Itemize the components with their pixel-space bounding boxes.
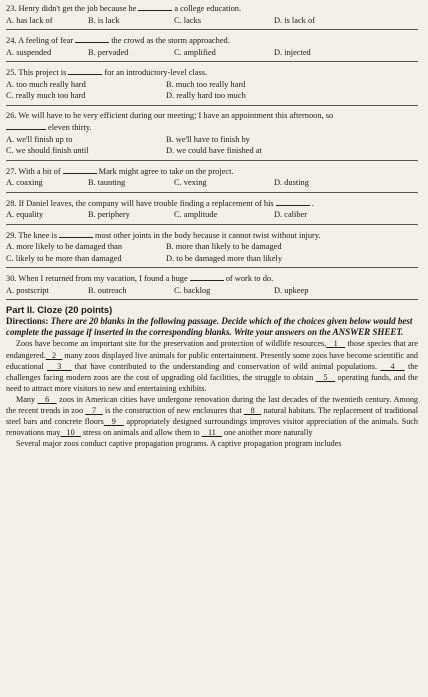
question-stem — [6, 66, 418, 79]
question-23 — [6, 2, 418, 26]
answer-blank — [68, 66, 102, 75]
stem-text: 30. When I returned from my vacation, I found a huge — [6, 274, 188, 283]
stem-text: the crowd as the storm approached. — [111, 36, 230, 45]
passage-text: that have contributed to the understanding and conservation of wild animal populations. — [71, 361, 381, 371]
question-divider — [6, 299, 418, 300]
stem-text: a college education. — [174, 4, 242, 13]
option-a[interactable]: A. postscript — [6, 285, 49, 295]
cloze-blank-10: 10 — [66, 428, 75, 438]
passage-text: those species that are endangered. — [6, 339, 419, 360]
question-list — [6, 2, 418, 300]
cloze-passage — [6, 338, 418, 449]
answer-blank — [276, 197, 310, 206]
option-a[interactable]: A. too much really hard — [6, 79, 86, 89]
option-a[interactable]: A. has lack of — [6, 15, 53, 25]
question-divider — [6, 224, 418, 225]
cloze-blank-7: 7 — [92, 405, 97, 415]
question-30 — [6, 272, 418, 296]
option-a[interactable]: A. suspended — [6, 47, 52, 57]
passage-paragraph — [6, 394, 418, 438]
question-stem — [6, 110, 418, 122]
option-row — [6, 145, 418, 157]
answer-blank — [59, 229, 93, 238]
question-divider — [6, 267, 418, 268]
option-c[interactable]: C. really much too hard — [6, 91, 86, 100]
passage-text: the challenges facing modern zoos are the cost of upgrading old facilities, the struggle to obtain — [6, 361, 418, 382]
question-divider — [6, 160, 418, 161]
option-row — [6, 285, 418, 297]
question-stem — [6, 272, 418, 285]
option-row — [6, 15, 418, 27]
option-a[interactable]: A. coaxing — [6, 178, 43, 187]
cloze-blank-3: 3 — [57, 361, 62, 371]
question-divider — [6, 29, 418, 30]
cloze-blank-9: 9 — [111, 417, 116, 427]
cloze-blank-4: 4 — [390, 361, 395, 371]
option-d[interactable]: D. dusting — [274, 178, 309, 187]
option-c[interactable]: C. we should finish until — [6, 146, 89, 155]
option-b[interactable]: B. we'll have to finish by — [166, 134, 250, 144]
option-b[interactable]: B. taunting — [88, 178, 126, 187]
option-a[interactable]: A. we'll finish up to — [6, 134, 73, 144]
option-c[interactable]: C. lacks — [174, 15, 201, 25]
cloze-blank-1: 1 — [333, 339, 338, 349]
passage-text: stress on animals and allow them to — [80, 428, 202, 438]
option-b[interactable]: B. is lack — [88, 15, 120, 25]
option-row — [6, 253, 418, 265]
directions-label: Directions: — [6, 316, 49, 326]
stem-text: 24. A feeling of fear — [6, 36, 74, 45]
option-b[interactable]: B. outreach — [88, 285, 127, 295]
directions — [6, 316, 418, 338]
answer-blank — [63, 165, 97, 174]
question-25 — [6, 66, 418, 102]
option-row — [6, 134, 418, 146]
option-row — [6, 177, 418, 189]
option-b[interactable]: B. much too really hard — [166, 79, 246, 89]
option-c[interactable]: C. backlog — [174, 285, 211, 295]
option-b[interactable]: B. more than likely to be damaged — [166, 242, 282, 251]
option-d[interactable]: D. injected — [274, 47, 311, 57]
option-c[interactable]: C. amplified — [174, 47, 216, 57]
passage-text: is the construction of new enclosures that — [102, 405, 244, 415]
passage-paragraph: Several major zoos conduct captive propagation programs. A captive propagation program includes — [16, 439, 342, 449]
cloze-blank-5: 5 — [323, 372, 328, 382]
cloze-blank-8: 8 — [250, 405, 255, 415]
question-stem — [6, 34, 418, 47]
question-stem — [6, 197, 418, 210]
option-c[interactable]: C. vexing — [174, 178, 207, 187]
stem-text: of work to do. — [225, 274, 274, 283]
question-28 — [6, 197, 418, 221]
option-d[interactable]: D. is lack of — [274, 15, 315, 25]
option-d[interactable]: D. upkeep — [274, 285, 309, 295]
option-row — [6, 241, 418, 253]
question-stem — [6, 165, 418, 178]
answer-blank — [138, 2, 172, 11]
question-stem — [6, 229, 418, 242]
cloze-blank-2: 2 — [51, 350, 57, 360]
option-row — [6, 47, 418, 59]
option-d[interactable]: D. caliber — [274, 210, 308, 219]
question-stem — [6, 2, 418, 15]
stem-text: 27. With a bit of — [6, 166, 61, 176]
option-c[interactable]: C. likely to be more than damaged — [6, 253, 122, 263]
passage-text: operating funds, and the need to attract more visitors to new and entertaining exhibits. — [6, 372, 419, 393]
question-divider — [6, 61, 418, 62]
option-row — [6, 209, 418, 221]
question-26 — [6, 110, 418, 157]
stem-text: 25. This project is — [6, 68, 67, 77]
stem-text: 23. Henry didn't get the job because he — [6, 4, 137, 13]
question-stem-line2 — [6, 121, 418, 134]
passage-paragraph — [6, 338, 418, 393]
passage-text: appropriately designed surroundings improves visitor appreciation of the animals. Such renovations may — [6, 417, 419, 438]
passage-text: Zoos have become an important site for the preservation and protection of wildlife resources, — [16, 339, 327, 349]
directions-text: There are 20 blanks in the following passage. Decide which of the choices given below would best complete the passage if inserted in the corresponding blanks. Write your answers on the ANSWER SHEET. — [6, 316, 413, 338]
answer-blank — [190, 272, 224, 281]
part-title: Part II. Cloze (20 points) — [6, 304, 113, 315]
answer-blank — [75, 34, 109, 43]
stem-text: eleven thirty. — [48, 123, 92, 132]
passage-text: one another more naturally — [221, 428, 313, 438]
option-d[interactable]: D. we could have finished at — [166, 146, 262, 155]
question-divider — [6, 192, 418, 193]
stem-text: 28. If Daniel leaves, the company will have trouble finding a replacement of his — [6, 198, 274, 208]
passage-text: Many — [16, 394, 38, 404]
cloze-blank-11: 11 — [207, 428, 216, 438]
stem-text: for an introductory-level class. — [104, 68, 208, 77]
option-b[interactable]: B. periphery — [88, 210, 130, 219]
question-27 — [6, 165, 418, 189]
option-c[interactable]: C. amplitude — [174, 210, 218, 219]
question-divider — [6, 105, 418, 106]
cloze-blank-6: 6 — [45, 394, 50, 404]
stem-text: 26. We will have to be very efficient during our meeting; I have an appointment this afternoon, so — [6, 110, 334, 120]
option-a[interactable]: A. equality — [6, 210, 44, 219]
passage-text: natural habitats. The replacement of traditional steel bars and concrete floors — [6, 405, 419, 427]
option-row — [6, 90, 418, 102]
option-row — [6, 79, 418, 91]
question-29 — [6, 229, 418, 265]
answer-blank — [6, 121, 46, 130]
question-24 — [6, 34, 418, 58]
passage-text: many zoos displayed live animals for public entertainment. Presently some zoos have become scientific and educational — [6, 350, 419, 371]
option-a[interactable]: A. more likely to be damaged than — [6, 242, 123, 251]
passage-text: zoos in American cities have undergone renovation during the last decades of the twentieth century. Among the recent trends in zoo — [6, 394, 419, 415]
stem-text: 29. The knee is — [6, 230, 58, 240]
stem-text: most other joints in the body because it cannot twist without injury. — [95, 230, 321, 240]
stem-text: . — [311, 198, 314, 208]
stem-text: Mark might agree to take on the project. — [98, 166, 234, 176]
option-b[interactable]: B. pervaded — [88, 47, 129, 57]
option-d[interactable]: D. really hard too much — [166, 91, 246, 100]
option-d[interactable]: D. to be damaged more than likely — [166, 253, 283, 263]
